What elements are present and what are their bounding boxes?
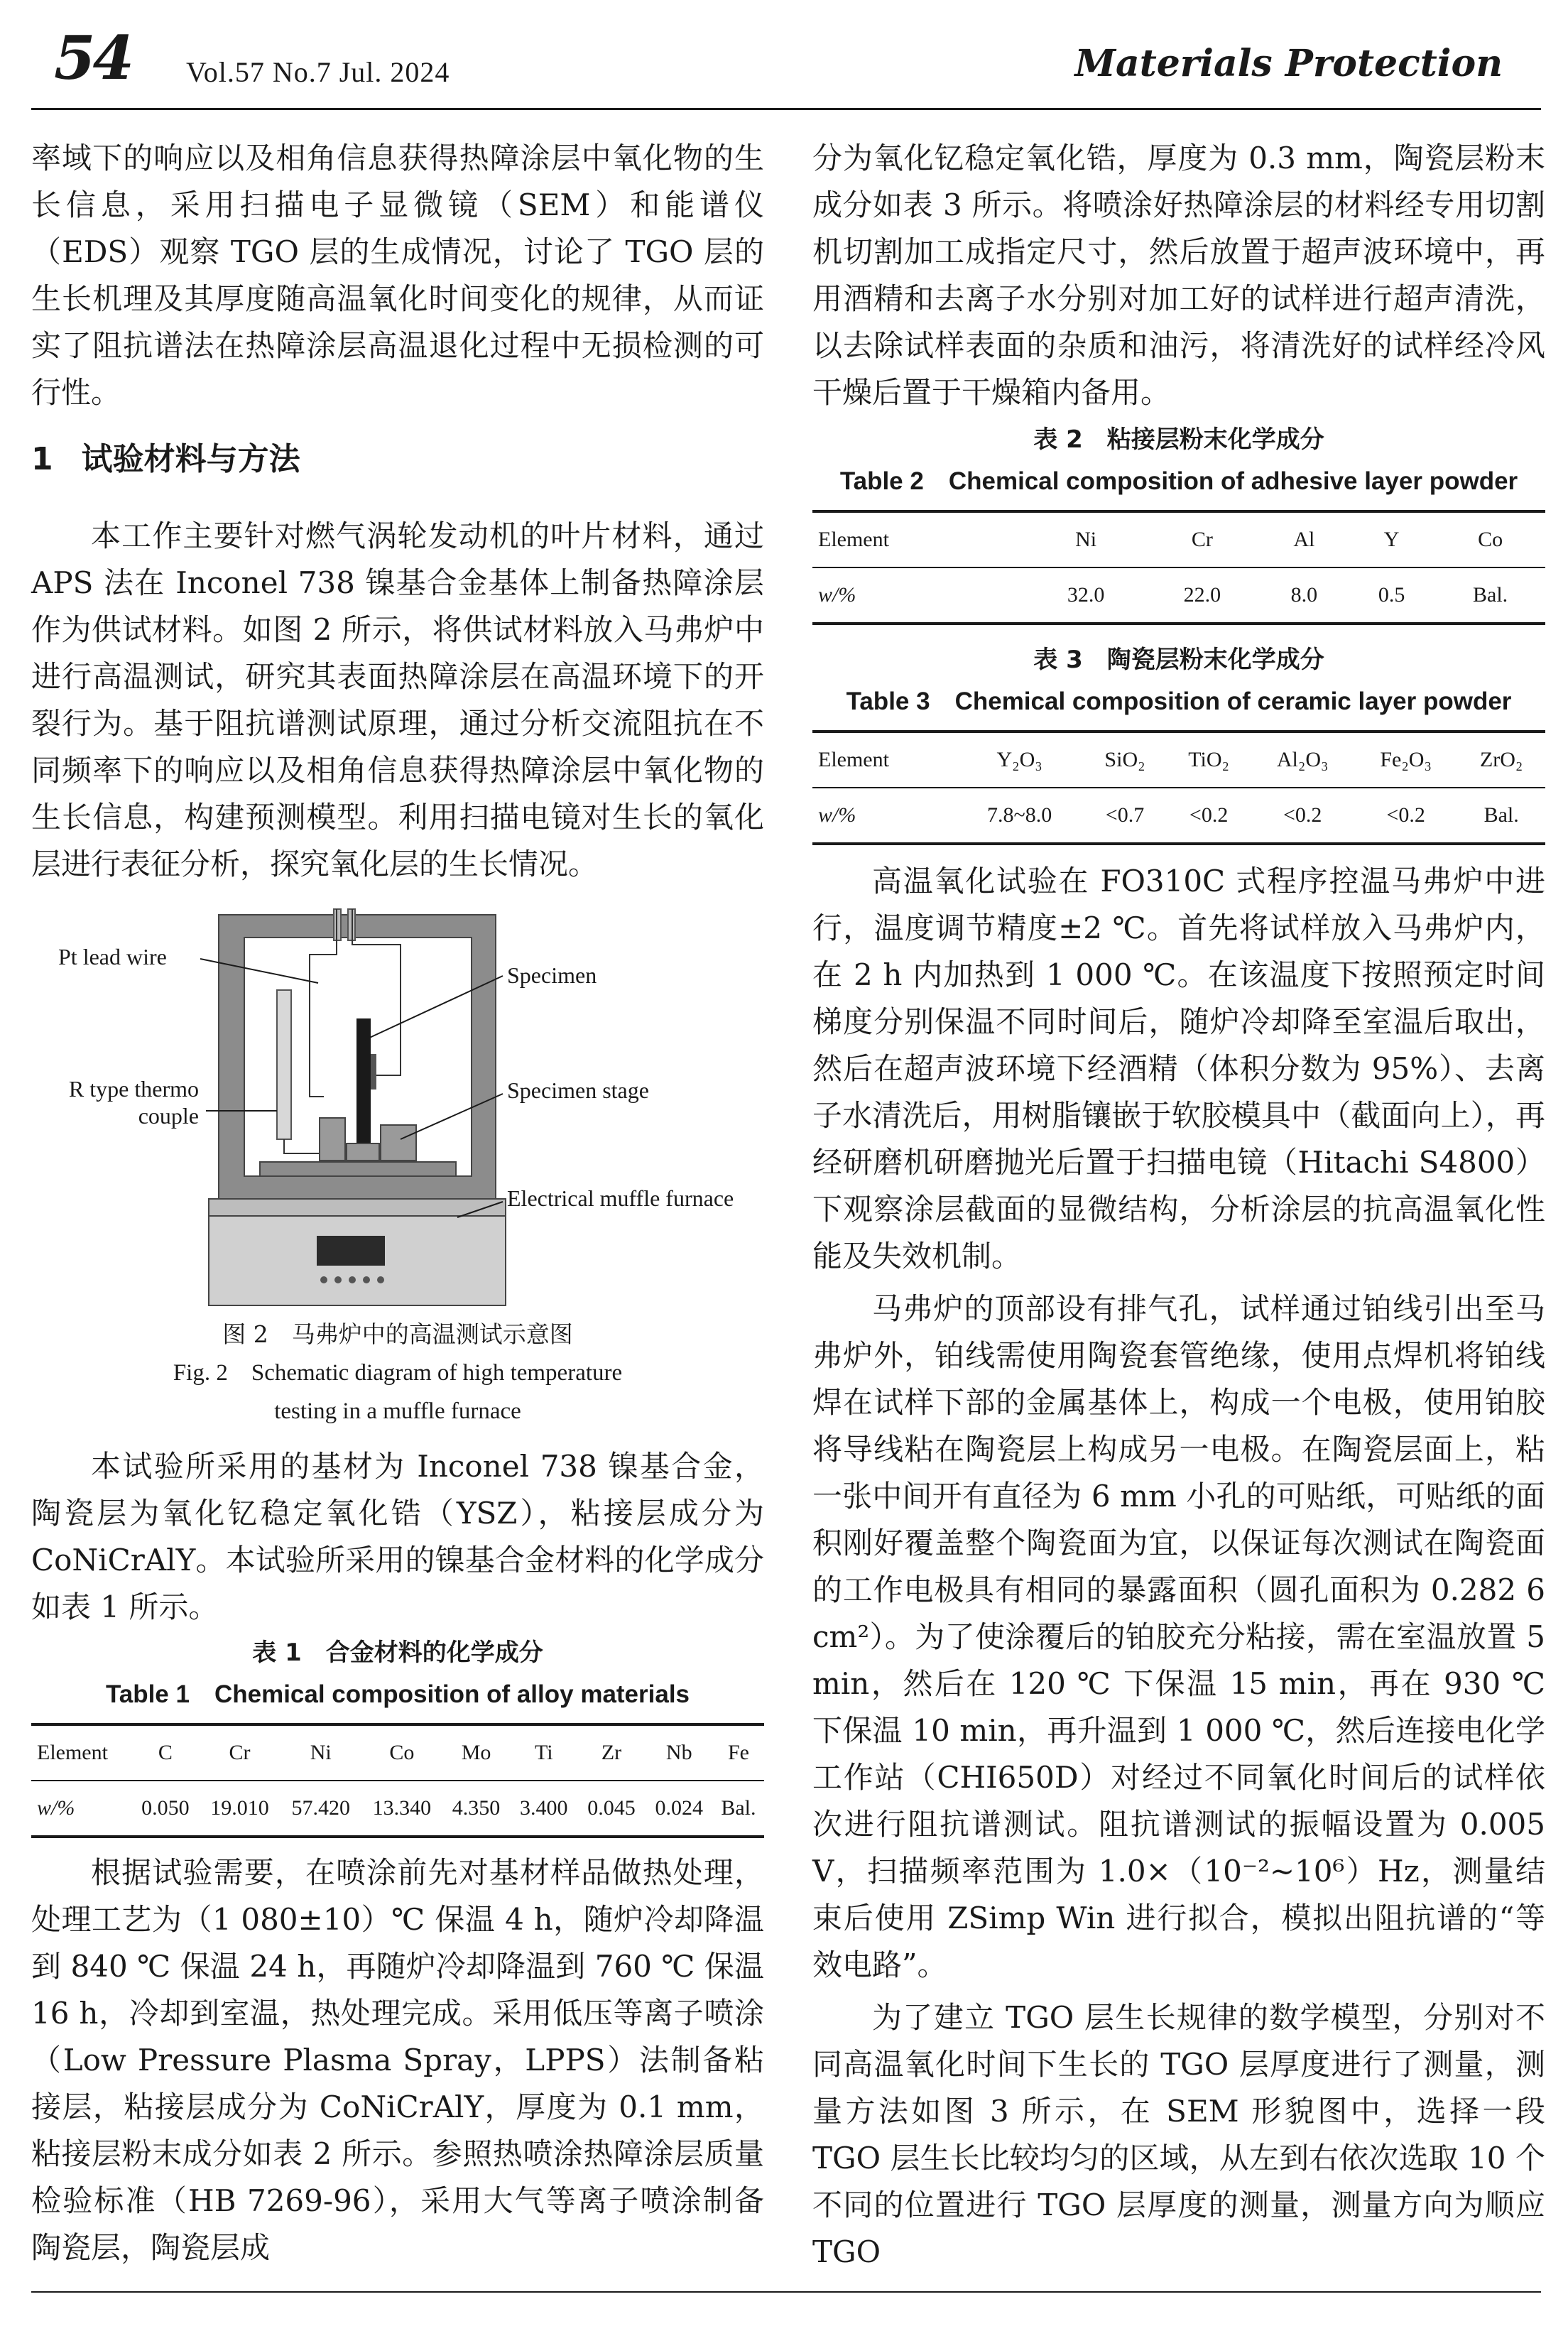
right-paragraph-1: 分为氧化钇稳定氧化锆，厚度为 0.3 mm，陶瓷层粉末成分如表 3 所示。将喷涂好热障涂层的材料经专用切割机切割加工成指定尺寸，然后放置于超声波环境中，再用酒精和去离子水分别对加工好的试样进行超声清洗，以去除试样表面的杂质和油污，将清洗好的试样经冷风干燥后置于干燥箱内备用。 — [812, 141, 1545, 410]
stage-support-left — [320, 1118, 345, 1161]
table1-cell: 4.350 — [452, 1796, 501, 1820]
section-heading — [31, 436, 764, 483]
journal-name: Materials Protection — [1074, 42, 1503, 85]
table1-header-cell: Zr — [577, 1724, 645, 1781]
table2-header-cell: Ni — [1028, 511, 1144, 567]
table2-title-cn: 表 2 粘接层粉末化学成分 — [1033, 425, 1324, 454]
table1-header-cell: C — [131, 1724, 199, 1781]
table1-cell: 57.420 — [291, 1796, 350, 1820]
table3-header-row — [812, 732, 1545, 788]
table3-header-cell: Al₂O₃ — [1251, 732, 1354, 788]
table3-cell: <0.7 — [1105, 803, 1145, 827]
controller-button-5 — [377, 1276, 384, 1283]
table2-cell: 22.0 — [1183, 583, 1221, 607]
right-column — [812, 135, 1545, 2276]
table3-cell: 7.8~8.0 — [987, 803, 1052, 827]
table1-header-cell: Cr — [199, 1724, 280, 1781]
table2-header-cell: Y — [1348, 511, 1435, 567]
table2-header-cell: Cr — [1144, 511, 1261, 567]
table2-row — [812, 567, 1545, 624]
table3-cell: <0.2 — [1189, 803, 1229, 827]
controller-button-3 — [349, 1276, 356, 1283]
table1-cell: 0.045 — [587, 1796, 636, 1820]
controller-top-strip — [209, 1199, 506, 1216]
right-paragraph-2: 高温氧化试验在 FO310C 式程序控温马弗炉中进行，温度调节精度±2 ℃。首先将试样放入马弗炉内，在 2 h 内加热到 1 000 ℃。在该温度下按照预定时间梯度分别保温不同时间后，随炉冷却降至室温后取出，然后在超声波环境下经酒精（体积分数为 95%）、去离子水清洗后，用树脂镶嵌于软胶模具中（截面向上），再经研磨机研磨抛光后置于扫描电镜（Hitachi S4800）下观察涂层截面的显微结构，分析涂层的抗高温氧化性能及失效机制。 — [812, 864, 1545, 1273]
muffle-furnace-diagram — [31, 905, 764, 1310]
table2-header-cell: Al — [1261, 511, 1348, 567]
table1-header-cell: Mo — [442, 1724, 510, 1781]
table1-cell: 19.010 — [210, 1796, 269, 1820]
thermocouple-sheath — [277, 990, 291, 1139]
specimen-ceramic-layer — [371, 1054, 376, 1090]
figure-caption-cn: 图 2 马弗炉中的高温测试示意图 — [222, 1320, 573, 1348]
left-paragraph-1: 率域下的响应以及相角信息获得热障涂层中氧化物的生长信息，采用扫描电子显微镜（SEM）和能谱仪（EDS）观察 TGO 层的生成情况，讨论了 TGO 层的生长机理及其厚度随高温氧化时间变化的规律，从而证实了阻抗谱法在热障涂层高温退化过程中无损检测的可行性。 — [31, 141, 764, 410]
table3-cell: <0.2 — [1386, 803, 1425, 827]
table3-title-cn: 表 3 陶瓷层粉末化学成分 — [1033, 646, 1324, 674]
header-rule — [31, 108, 1541, 110]
figure-caption-en-line1: Fig. 2 Schematic diagram of high temperature — [173, 1360, 623, 1386]
left-paragraph-4: 根据试验需要，在喷涂前先对基材样品做热处理，处理工艺为（1 080±10）℃ 保温 4 h，随炉冷却降温到 840 ℃ 保温 24 h，再随炉冷却降温到 760 ℃ 保温 16 h，冷却到室温，热处理完成。采用低压等离子喷涂（Low Pressure Plasma Spray，LPPS）法制备粘接层，粘接层成分为 CoNiCrAlY，厚度为 0.1 mm，粘接层粉末成分如表 2 所示。参照热喷涂热障涂层质量检验标准（HB 7269-96），采用大气等离子喷涂制备陶瓷层，陶瓷层成 — [31, 1855, 764, 2265]
table1-header-cell: Fe — [713, 1724, 764, 1781]
label-thermocouple-line2: couple — [138, 1103, 199, 1129]
figure-caption-en-line2: testing in a muffle furnace — [274, 1398, 521, 1424]
table1-cell: 0.050 — [141, 1796, 190, 1820]
table1-header-cell: Co — [361, 1724, 442, 1781]
table2-row-label: w/% — [818, 583, 856, 607]
table1-row-label: w/% — [37, 1796, 75, 1820]
table2-title-en: Table 2 Chemical composition of adhesive layer powder — [839, 467, 1518, 495]
controller-display — [317, 1236, 385, 1266]
table3-header-cell: SiO₂ — [1083, 732, 1167, 788]
furnace-floor-plate — [260, 1162, 456, 1176]
right-paragraph-4: 为了建立 TGO 层生长规律的数学模型，分别对不同高温氧化时间下生长的 TGO 层厚度进行了测量，测量方法如图 3 所示，在 SEM 形貌图中，选择一段 TGO 层生长比较均匀的区域，从左到右依次选取 10 个不同的位置进行 TGO 层厚度的测量，测量方向为顺应 TGO — [812, 2000, 1545, 2269]
table1-cell: Bal. — [721, 1796, 756, 1820]
label-thermocouple-line1: R type thermo — [68, 1076, 199, 1102]
left-paragraph-2: 本工作主要针对燃气涡轮发动机的叶片材料，通过 APS 法在 Inconel 738 镍基合金基体上制备热障涂层作为供试材料。如图 2 所示，将供试材料放入马弗炉中进行高温测试，研究其表面热障涂层在高温环境下的开裂行为。基于阻抗谱测试原理，通过分析交流阻抗在不同频率下的响应以及相角信息获得热障涂层中氧化物的生长信息，构建预测模型。利用扫描电镜对生长的氧化层进行表征分析，探究氧化层的生长情况。 — [31, 518, 764, 881]
table1-title-en: Table 1 Chemical composition of alloy materials — [105, 1680, 690, 1708]
table2-header-cell: Co — [1435, 511, 1545, 567]
label-furnace: Electrical muffle furnace — [507, 1185, 734, 1211]
specimen-stage — [347, 1143, 379, 1161]
controller-button-4 — [363, 1276, 370, 1283]
table2-header-cell: Element — [812, 511, 1028, 567]
table1-row — [31, 1781, 764, 1837]
left-column — [31, 135, 764, 2271]
section-number: 1 — [31, 441, 53, 477]
section-title: 试验材料与方法 — [81, 441, 300, 477]
table3-cell: Bal. — [1483, 803, 1519, 827]
label-pt-lead-wire: Pt lead wire — [58, 944, 167, 969]
figure-2 — [31, 905, 764, 1310]
page-number: 54 — [54, 23, 131, 93]
table3-header-cell: ZrO₂ — [1457, 732, 1545, 788]
table3-row — [812, 788, 1545, 844]
table1-cell: 0.024 — [655, 1796, 703, 1820]
right-paragraph-3: 马弗炉的顶部设有排气孔，试样通过铂线引出至马弗炉外，铂线需使用陶瓷套管绝缘，使用点焊机将铂线焊在试样下部的金属基体上，构成一个电极，使用铂胶将导线粘在陶瓷层上构成另一电极。在陶瓷层面上，粘一张中间开有直径为 6 mm 小孔的可贴纸，可贴纸的面积刚好覆盖整个陶瓷面为宜，以保证每次测试在陶瓷面的工作电极具有相同的暴露面积（圆孔面积为 0.282 6 cm²）。为了使涂覆后的铂胶充分粘接，需在室温放置 5 min，然后在 120 ℃ 下保温 15 min，再在 930 ℃ 下保温 10 min，再升温到 1 000 ℃，然后连接电化学工作站（CHI650D）对经过不同氧化时间后的试样依次进行阻抗谱测试。阻抗谱测试的振幅设置为 0.005 V，扫描频率范围为 1.0×（10⁻²~10⁶）Hz，测量结束后使用 ZSimp Win 进行拟合，模拟出阻抗谱的“等效电路”。 — [812, 1291, 1545, 1982]
table2-cell: 0.5 — [1378, 583, 1405, 607]
table1-header-cell: Ni — [281, 1724, 361, 1781]
table3-header-cell: Fe₂O₃ — [1354, 732, 1457, 788]
table1-header-row — [31, 1724, 764, 1781]
table3-header-cell: Element — [812, 732, 956, 788]
table1-cell: 3.400 — [520, 1796, 568, 1820]
table2-cell: Bal. — [1473, 583, 1508, 607]
table1 — [31, 1723, 764, 1838]
left-paragraph-3: 本试验所采用的基材为 Inconel 738 镍基合金，陶瓷层为氧化钇稳定氧化锆（YSZ），粘接层成分为 CoNiCrAlY。本试验所采用的镍基合金材料的化学成分如表 1 所示。 — [31, 1449, 764, 1624]
label-specimen-stage: Specimen stage — [507, 1077, 649, 1103]
issue-info: Vol.57 No.7 Jul. 2024 — [186, 56, 450, 88]
table1-header-cell: Nb — [646, 1724, 713, 1781]
table2-header-row — [812, 511, 1545, 567]
table1-title-cn: 表 1 合金材料的化学成分 — [252, 1639, 543, 1667]
table2-cell: 8.0 — [1290, 583, 1318, 607]
table3-title-en: Table 3 Chemical composition of ceramic layer powder — [846, 688, 1512, 715]
table1-cell: 13.340 — [372, 1796, 432, 1820]
table2 — [812, 510, 1545, 625]
table2-cell: 32.0 — [1067, 583, 1105, 607]
footer-rule — [31, 2291, 1541, 2293]
table1-header-cell: Element — [31, 1724, 131, 1781]
controller-button-2 — [334, 1276, 342, 1283]
stage-support-right — [381, 1125, 416, 1161]
controller-button-1 — [320, 1276, 327, 1283]
table1-header-cell: Ti — [510, 1724, 577, 1781]
table3-header-cell: Y₂O₃ — [956, 732, 1083, 788]
table3-header-cell: TiO₂ — [1167, 732, 1251, 788]
table3 — [812, 730, 1545, 845]
label-specimen: Specimen — [507, 962, 597, 988]
table3-cell: <0.2 — [1283, 803, 1322, 827]
table3-row-label: w/% — [818, 803, 856, 827]
